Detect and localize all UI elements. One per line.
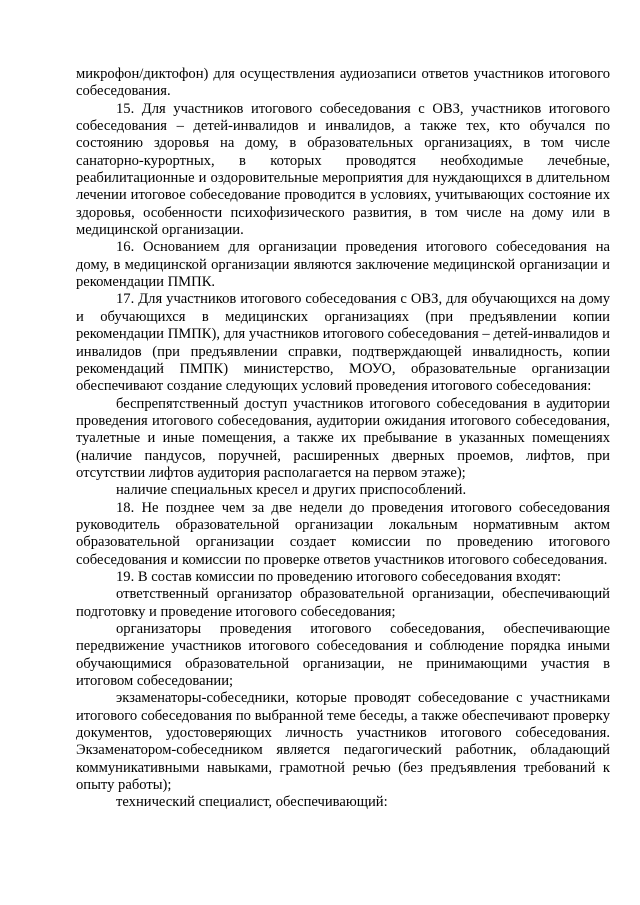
paragraph-examiners: экзаменаторы-собеседники, которые проводят собеседование с участниками итогового собеседования по выбранной теме беседы, а также обеспечивают проверку документов, удостоверяющих личность участников итогового собеседования. Экзаменатором-собеседником является педагогический работник, обладающий коммуникативными навыками, грамотной речью (без предъявления требований к опыту работы);	[76, 690, 610, 794]
paragraph-item-19: 19. В состав комиссии по проведению итогового собеседования входят:	[116, 568, 562, 585]
paragraph-item-17: 17. Для участников итогового собеседования с ОВЗ, для обучающихся на дому и обучающихся в медицинских организациях (при предъявлении копии рекомендации ПМПК), для участников итогового собеседования – детей-инвалидов и инвалидов (при предъявлении справки, подтверждающей инвалидность, копии рекомендаций ПМПК) министерство, МОУО, образовательные организации обеспечивают создание следующих условий проведения итогового собеседования:	[76, 291, 610, 395]
paragraph-item-15: 15. Для участников итогового собеседования с ОВЗ, участников итогового собеседования – детей-инвалидов и инвалидов, а также тех, кто обучался по состоянию здоровья на дому, в образовательных организациях, в том числе санаторно-курортных, в которых проводятся необходимые лечебные, реабилитационные и оздоровительные мероприятия для нуждающихся в длительном лечении итоговое собеседование проводится в условиях, учитывающих состояние их здоровья, особенности психофизического развития, в том числе на дому или в медицинской организации.	[76, 100, 610, 239]
paragraph-barrier-free-access: беспрепятственный доступ участников итогового собеседования в аудитории проведения итогового собеседования, аудитории ожидания итогового собеседования, туалетные и иные помещения, а также их пребывание в указанных помещениях (наличие пандусов, поручней, расширенных дверных проемов, лифтов, при отсутствии лифтов аудитория располагается на первом этаже);	[76, 395, 610, 481]
paragraph-organizers: организаторы проведения итогового собеседования, обеспечивающие передвижение участников итогового собеседования и соблюдение порядка иными обучающимися образовательной организации, не принимающими участия в итоговом собеседовании;	[76, 621, 610, 690]
document-page	[76, 66, 610, 812]
paragraph-special-chairs: наличие специальных кресел и других приспособлений.	[116, 482, 467, 499]
paragraph-responsible-organizer: ответственный организатор образовательной организации, обеспечивающий подготовку и проведение итогового собеседования;	[76, 586, 610, 620]
paragraph-technical-specialist: технический специалист, обеспечивающий:	[116, 794, 388, 811]
paragraph-item-18: 18. Не позднее чем за две недели до проведения итогового собеседования руководитель образовательной организации локальным нормативным актом образовательной организации создает комиссии по проведению итогового собеседования и комиссии по проверке ответов участников итогового собеседования.	[76, 499, 610, 568]
paragraph-continuation: микрофон/диктофон) для осуществления аудиозаписи ответов участников итогового собеседования.	[76, 66, 610, 100]
paragraph-item-16: 16. Основанием для организации проведения итогового собеседования на дому, в медицинской организации являются заключение медицинской организации и рекомендации ПМПК.	[76, 239, 610, 291]
